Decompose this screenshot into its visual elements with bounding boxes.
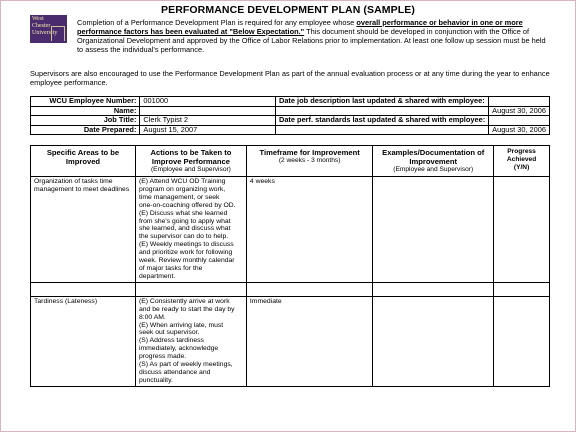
header-timeframe (246, 146, 372, 177)
logo-line-3: University (32, 30, 58, 36)
spacer-cell (135, 282, 246, 296)
action-line: one-on-coaching offered by OD. (138, 201, 236, 209)
action-line: (E) Attend WCU OD Training (138, 178, 226, 185)
building-icon (51, 26, 65, 41)
action-line: department. (138, 272, 176, 280)
action-line: and be ready to start the day by (138, 305, 235, 313)
header-title: Improve Performance (151, 157, 230, 166)
header-title: Timeframe for Improvement (259, 148, 360, 157)
employee-info-table (30, 96, 550, 135)
action-line: week. Review monthly calendar (138, 257, 235, 265)
action-line: time management, or seek (138, 193, 220, 201)
info-label-2 (275, 125, 488, 135)
intro-text-2: This document should be developed in conjunction with the Office of Organizational Development and approved by the Office of Labor Relations prior to implementation. At least one follow up session must be held to assess the individual's performance. (77, 27, 546, 54)
action-line: and prioritize work for following (138, 249, 233, 257)
action-line: 8:00 AM. (138, 313, 166, 321)
header-examples (373, 146, 494, 177)
actions-cell (135, 296, 246, 386)
header-subtitle: (Employee and Supervisor) (150, 166, 231, 173)
header-title: Examples/Documentation of (382, 148, 485, 157)
info-label: WCU Employee Number: (31, 97, 140, 107)
info-value-2 (489, 97, 550, 107)
action-line: the supervisor can do to help. (138, 233, 229, 241)
action-line: (E) Consistently arrive at work (138, 297, 230, 305)
action-line: punctuality. (138, 376, 173, 384)
info-row (31, 116, 550, 126)
spacer-cell (246, 282, 372, 296)
action-line: (E) Weekly meetings to discuss (138, 241, 234, 249)
table-spacer-row (31, 282, 550, 296)
examples-cell (373, 296, 494, 386)
header-subtitle: (Employee and Supervisor) (393, 166, 474, 173)
university-logo (30, 15, 67, 43)
info-value (140, 106, 276, 116)
info-value: Clerk Typist 2 (140, 116, 276, 126)
progress-cell (494, 296, 550, 386)
info-value: August 15, 2007 (140, 125, 276, 135)
supervisors-note: Supervisors are also encouraged to use the Performance Development Plan as part of the annual evaluation process or at any time during the year to enhance employee performance. (30, 69, 550, 87)
plan-header-row (31, 146, 550, 177)
action-line: of major tasks for the (138, 264, 203, 272)
info-row (31, 106, 550, 116)
area-text: Tardiness (Lateness) (34, 297, 98, 305)
info-value: 001000 (140, 97, 276, 107)
header-title: Progress (507, 148, 536, 155)
header-subtitle: (2 weeks - 3 months) (278, 157, 341, 164)
info-value-2: August 30, 2006 (489, 125, 550, 135)
info-label-2 (275, 106, 488, 116)
action-line: program on organizing work, (138, 185, 226, 193)
spacer-cell (494, 282, 550, 296)
action-line: (S) Address tardiness (138, 337, 204, 345)
development-plan-table (30, 145, 550, 387)
actions-cell (135, 177, 246, 283)
info-label-2: Date perf. standards last updated & shared with employee: (275, 116, 488, 126)
action-line: she learned, and discuss what (138, 225, 231, 233)
info-row (31, 97, 550, 107)
info-label: Job Title: (31, 116, 140, 126)
intro-paragraph (77, 18, 547, 54)
action-line: (E) Discuss what she learned (138, 209, 228, 217)
area-text: Organization of tasks time (34, 178, 113, 185)
info-value-2: August 30, 2006 (489, 106, 550, 116)
header-title: Actions to be Taken to (150, 148, 232, 157)
header-areas (31, 146, 136, 177)
info-label-2: Date job description last updated & shared with employee: (275, 97, 488, 107)
header-progress (494, 146, 550, 177)
header-title: Improved (65, 157, 101, 166)
document-title: PERFORMANCE DEVELOPMENT PLAN (SAMPLE) (161, 4, 415, 16)
examples-cell (373, 177, 494, 283)
header-title: Achieved (506, 156, 537, 163)
logo-line-1: West (32, 16, 44, 22)
info-label: Name: (31, 106, 140, 116)
action-line: discuss attendance and (138, 368, 211, 376)
action-line: (E) When arriving late, must (138, 321, 224, 329)
progress-cell (494, 177, 550, 283)
header-title: Improvement (409, 157, 458, 166)
logo-line-2: Chester (32, 23, 51, 29)
info-value-2 (489, 116, 550, 126)
area-cell (31, 296, 136, 386)
action-line: progress made. (138, 353, 187, 361)
area-cell (31, 177, 136, 283)
action-line: immediately, acknowledge (138, 345, 219, 353)
area-text: management to meet deadlines (34, 185, 130, 193)
action-line: seek out supervisor. (138, 329, 200, 337)
info-row (31, 125, 550, 135)
intro-text-1: Completion of a Performance Development Plan is required for any employee whose (77, 18, 357, 27)
intro-emphasis: overall performance or behavior in one or more performance factors has been evaluated at "Below Expectation." (77, 18, 523, 36)
header-actions (135, 146, 246, 177)
header-title: Specific Areas to be (46, 148, 120, 157)
header-subtitle: (Y/N) (513, 164, 530, 171)
spacer-cell (373, 282, 494, 296)
table-row (31, 296, 550, 386)
action-line: from she's going to apply what (138, 217, 231, 225)
info-label: Date Prepared: (31, 125, 140, 135)
action-line: (S) As part of weekly meetings, (138, 361, 233, 369)
timeframe-cell: 4 weeks (246, 177, 372, 283)
spacer-cell (31, 282, 136, 296)
table-row (31, 177, 550, 283)
timeframe-cell: Immediate (246, 296, 372, 386)
